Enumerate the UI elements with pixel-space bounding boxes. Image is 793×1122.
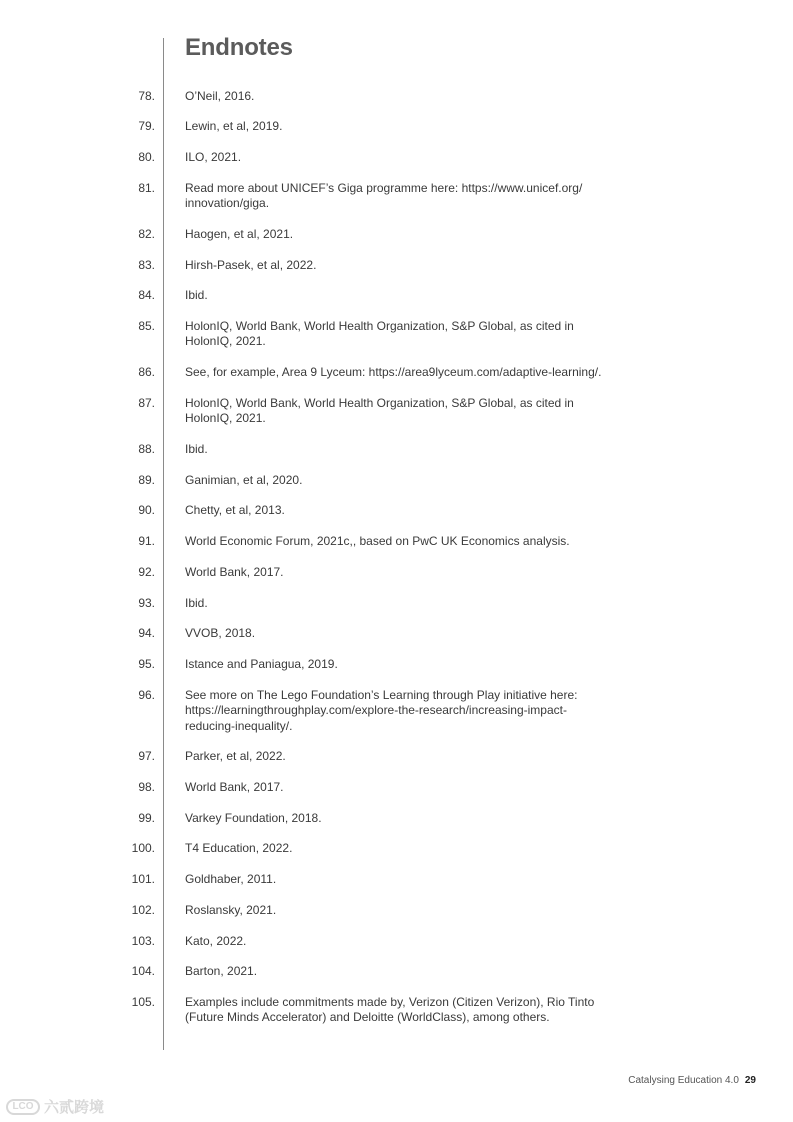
endnote-number: 79. bbox=[138, 119, 155, 134]
endnote-number: 82. bbox=[138, 226, 155, 241]
endnote-text: Examples include commitments made by, Verizon (Citizen Verizon), Rio Tinto (Future Minds Accelerator) and Deloitte (WorldClass), among others. bbox=[185, 994, 595, 1025]
vertical-divider bbox=[163, 38, 164, 1050]
endnote-text: Barton, 2021. bbox=[185, 964, 258, 979]
endnote-number: 84. bbox=[138, 288, 155, 303]
endnote-text: Roslansky, 2021. bbox=[185, 902, 277, 917]
endnote-number: 89. bbox=[138, 472, 155, 487]
endnote-number: 85. bbox=[138, 318, 155, 333]
endnote-text: World Economic Forum, 2021c,, based on PwC UK Economics analysis. bbox=[185, 534, 570, 549]
endnote-number: 105. bbox=[131, 994, 155, 1009]
endnote-number: 90. bbox=[138, 503, 155, 518]
endnote-text: Chetty, et al, 2013. bbox=[185, 503, 285, 518]
endnote-number: 91. bbox=[138, 534, 155, 549]
endnote-number: 97. bbox=[138, 749, 155, 764]
endnote-text: HolonIQ, World Bank, World Health Organization, S&P Global, as cited in HolonIQ, 2021. bbox=[185, 395, 574, 426]
page-title: Endnotes bbox=[185, 34, 293, 61]
endnote-number: 80. bbox=[138, 149, 155, 164]
endnote-text: World Bank, 2017. bbox=[185, 780, 284, 794]
endnote-text: Varkey Foundation, 2018. bbox=[185, 810, 322, 825]
endnote-number: 92. bbox=[138, 564, 155, 579]
endnote-number: 100. bbox=[131, 841, 155, 856]
endnote-number: 94. bbox=[138, 626, 155, 641]
endnote-text: Lewin, et al, 2019. bbox=[185, 119, 283, 134]
endnote-text: Read more about UNICEF’s Giga programme here: https://www.unicef.org/ innovation/giga. bbox=[185, 180, 583, 211]
endnote-number: 81. bbox=[138, 180, 155, 195]
endnote-text: Parker, et al, 2022. bbox=[185, 749, 286, 764]
endnote-text: Ibid. bbox=[185, 288, 208, 303]
endnote-number: 83. bbox=[138, 257, 155, 272]
watermark-logo-icon: LCO bbox=[6, 1099, 40, 1115]
endnote-text: ILO, 2021. bbox=[185, 149, 242, 164]
watermark-text: 六贰跨境 bbox=[44, 1099, 105, 1116]
endnote-number: 102. bbox=[131, 902, 155, 917]
endnote-text: HolonIQ, World Bank, World Health Organization, S&P Global, as cited in HolonIQ, 2021. bbox=[185, 318, 574, 349]
endnote-text: Goldhaber, 2011. bbox=[185, 872, 277, 887]
endnote-text: See more on The Lego Foundation’s Learning through Play initiative here: https://learningthroughplay.com/explore-the-research/increasing-impact- reducing-inequality/. bbox=[185, 687, 578, 733]
endnote-text: T4 Education, 2022. bbox=[185, 841, 293, 856]
endnote-number: 86. bbox=[138, 365, 155, 380]
endnote-number: 93. bbox=[138, 595, 155, 610]
endnote-number: 99. bbox=[138, 810, 155, 825]
endnote-number: 95. bbox=[138, 656, 155, 671]
endnote-text: VVOB, 2018. bbox=[185, 626, 256, 641]
endnote-number: 78. bbox=[138, 88, 155, 103]
endnote-text: Ibid. bbox=[185, 442, 208, 456]
endnote-text: Ganimian, et al, 2020. bbox=[185, 472, 303, 487]
endnote-number: 101. bbox=[131, 872, 155, 887]
footer-publication: Catalysing Education 4.0 bbox=[628, 1075, 739, 1086]
page-footer bbox=[628, 1075, 756, 1086]
page-number: 29 bbox=[744, 1075, 756, 1086]
endnote-number: 98. bbox=[138, 780, 155, 794]
endnote-text: Haogen, et al, 2021. bbox=[185, 226, 294, 241]
endnote-number: 96. bbox=[138, 687, 155, 702]
endnote-number: 104. bbox=[131, 964, 155, 979]
endnote-number: 87. bbox=[138, 395, 155, 410]
endnote-number: 103. bbox=[131, 933, 155, 948]
watermark bbox=[6, 1096, 104, 1117]
endnote-text: Kato, 2022. bbox=[185, 933, 247, 948]
endnote-text: See, for example, Area 9 Lyceum: https://area9lyceum.com/adaptive-learning/. bbox=[185, 365, 602, 380]
endnote-number: 88. bbox=[138, 442, 155, 456]
endnote-text: O’Neil, 2016. bbox=[185, 88, 255, 103]
endnote-text: Hirsh-Pasek, et al, 2022. bbox=[185, 257, 317, 272]
endnote-text: Istance and Paniagua, 2019. bbox=[185, 656, 338, 671]
endnote-text: World Bank, 2017. bbox=[185, 564, 284, 579]
endnote-text: Ibid. bbox=[185, 595, 208, 610]
